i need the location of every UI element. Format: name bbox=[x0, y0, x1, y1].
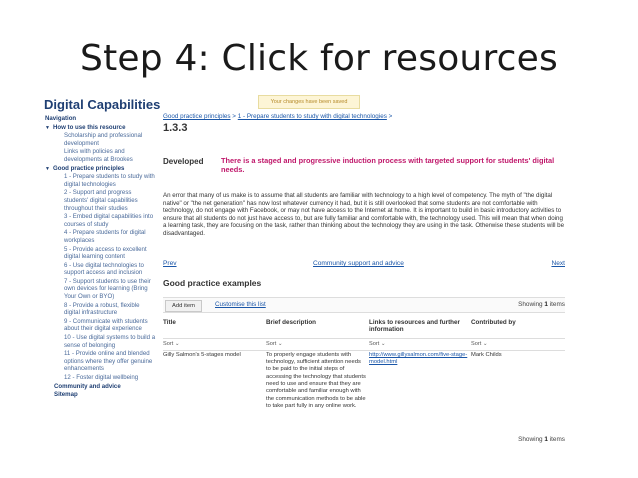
nav-section-label[interactable]: Good practice principles bbox=[53, 164, 125, 172]
examples-title: Good practice examples bbox=[163, 278, 262, 288]
nav-item-policies[interactable]: Links with policies and developments at Brookes bbox=[64, 148, 133, 163]
triangle-down-icon[interactable]: ▼ bbox=[45, 165, 50, 172]
cell-link[interactable]: http://www.gillysalmon.com/five-stage-model.html bbox=[369, 351, 468, 366]
breadcrumb-principle-1[interactable]: 1 - Prepare students to study with digital technologies bbox=[237, 113, 387, 120]
page-code: 1.3.3 bbox=[163, 122, 188, 134]
nav-item-principle-2[interactable]: 2 - Support and progress students' digital capabilities throughout their studies bbox=[64, 189, 138, 212]
app-title: Digital Capabilities bbox=[44, 97, 161, 112]
main-content bbox=[163, 113, 565, 443]
prev-link[interactable]: Prev bbox=[163, 260, 177, 267]
column-header-contributor: Contributed by bbox=[471, 318, 565, 338]
nav-item-scholarship[interactable]: Scholarship and professional development bbox=[64, 132, 143, 147]
triangle-down-icon[interactable]: ▼ bbox=[45, 124, 50, 131]
nav-section-how-to-use[interactable] bbox=[45, 124, 157, 133]
cell-description: To properly engage students with technology, sufficient attention needs to be paid to the initial steps of accessing the technology that students need to use and ensure that they are comfortable and familiar enough with the communication methods to be able to take part fully in any online work. bbox=[266, 351, 366, 409]
nav-item-principle-11[interactable]: 11 - Provide online and blended options where they offer genuine enhancements bbox=[64, 350, 153, 373]
sort-arrow-icon[interactable]: ⌄ bbox=[277, 340, 283, 347]
column-header-description: Brief description bbox=[266, 318, 369, 338]
community-support-link[interactable]: Community support and advice bbox=[313, 260, 404, 267]
nav-item-principle-8[interactable]: 8 - Provide a robust, flexible digital infrastructure bbox=[64, 301, 140, 317]
add-item-button[interactable]: Add item bbox=[165, 300, 202, 312]
sort-control[interactable]: Sort ⌄ bbox=[163, 338, 266, 350]
sort-arrow-icon[interactable]: ⌄ bbox=[482, 340, 488, 347]
cell-contributor: Mark Childs bbox=[471, 351, 502, 358]
sidebar-nav bbox=[45, 115, 157, 399]
saved-message: Your changes have been saved bbox=[258, 95, 360, 109]
breadcrumb-good-practice[interactable]: Good practice principles bbox=[163, 113, 231, 120]
item-count: Showing 1 items bbox=[518, 301, 565, 308]
nav-link-community[interactable]: Community and advice bbox=[54, 382, 121, 390]
nav-item-principle-5[interactable]: 5 - Provide access to excellent digital learning content bbox=[64, 245, 147, 261]
nav-link-sitemap[interactable]: Sitemap bbox=[54, 391, 78, 399]
level-label: Developed bbox=[163, 157, 204, 166]
nav-item-principle-7[interactable]: 7 - Support students to use their own devices for learning (Bring Your Own or BYO) bbox=[64, 277, 151, 301]
nav-section-good-practice[interactable] bbox=[45, 165, 157, 174]
examples-table bbox=[163, 318, 565, 411]
column-header-title: Title bbox=[163, 318, 266, 338]
nav-item-principle-9[interactable]: 9 - Communicate with students about their digital experience bbox=[64, 317, 148, 333]
nav-section-label[interactable]: How to use this resource bbox=[53, 123, 126, 131]
sort-row bbox=[163, 338, 565, 350]
level-statement: There is a staged and progressive induction process with targeted support for students' digital needs. bbox=[221, 156, 555, 174]
breadcrumb-separator: > bbox=[230, 113, 238, 120]
examples-toolbar bbox=[163, 297, 565, 313]
customise-list-link[interactable]: Customise this list bbox=[215, 301, 266, 308]
breadcrumb bbox=[163, 113, 565, 122]
nav-item-principle-1[interactable]: 1 - Prepare students to study with digital technologies bbox=[64, 173, 155, 188]
table-header-row bbox=[163, 318, 565, 338]
guidance-paragraph: An error that many of us make is to assume that all students are familiar with technology to a high level of competency. The myth of "the digital native" or "the net generation" has now lost whatever currency it had, but it is still overlooked that some students are not comfortable with technology, do not engage with Facebook, or may not have access to the Internet at home. It is important to build in basic introductory activities to ensure that all students do not just have access to, but are fully familiar and comfortable with, the technology used. This will mean that when doing a learning task, they are focusing on the task, rather than thinking about the technology they are using in the task. Otherwise these students will be disadvantaged. bbox=[163, 192, 565, 237]
nav-item-principle-12[interactable]: 12 - Foster digital wellbeing bbox=[64, 374, 139, 381]
cell-title: Gilly Salmon's 5-stages model bbox=[163, 351, 241, 358]
nav-item-principle-4[interactable]: 4 - Prepare students for digital workplaces bbox=[64, 229, 146, 244]
table-row bbox=[163, 350, 565, 411]
nav-item-principle-10[interactable]: 10 - Use digital systems to build a sense of belonging bbox=[64, 334, 156, 349]
sort-control[interactable]: Sort ⌄ bbox=[471, 338, 565, 350]
footer-item-count: Showing 1 items bbox=[518, 436, 565, 443]
slide-title: Step 4: Click for resources bbox=[80, 38, 558, 79]
nav-item-principle-6[interactable]: 6 - Use digital technologies to support access and inclusion bbox=[64, 261, 144, 277]
nav-item-principle-3[interactable]: 3 - Embed digital capabilities into courses of study bbox=[64, 213, 154, 228]
column-header-links: Links to resources and further information bbox=[369, 318, 471, 338]
sort-arrow-icon[interactable]: ⌄ bbox=[380, 340, 386, 347]
sort-control[interactable]: Sort ⌄ bbox=[266, 338, 369, 350]
sort-control[interactable]: Sort ⌄ bbox=[369, 338, 471, 350]
next-link[interactable]: Next bbox=[551, 260, 565, 267]
sort-arrow-icon[interactable]: ⌄ bbox=[174, 340, 180, 347]
breadcrumb-separator: > bbox=[386, 113, 393, 120]
pager bbox=[163, 260, 565, 269]
nav-heading: Navigation bbox=[45, 115, 77, 122]
